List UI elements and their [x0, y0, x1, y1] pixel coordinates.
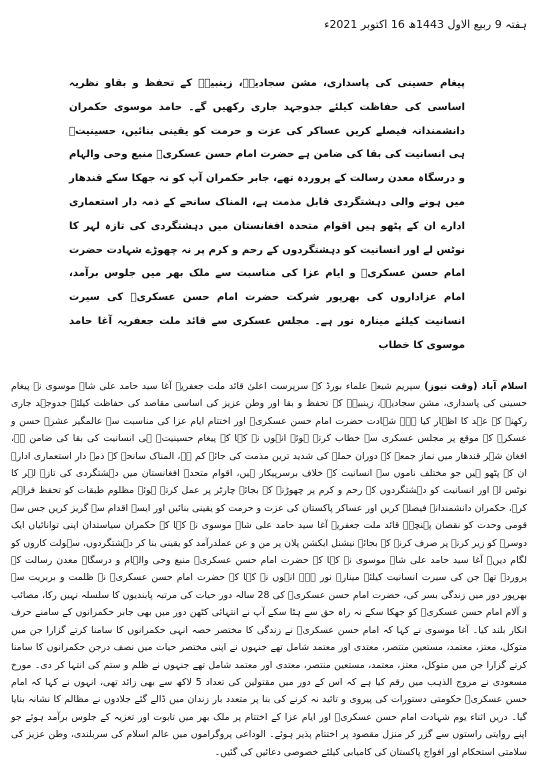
headline-block: پیغام حسینی کی پاسداری، مشن سجادیہؑ، زینبیہؑ کے تحفظ و بقاو نظریہ اساسی کی حفاظت کیلئے جدوجہد جاری رکھیں گے۔ حامد موسوی حکمران دانشمندانہ فیصلے کریں عساکر کی عزت و حرمت کو یقینی بنائیں، حسینیتؑ ہی انسانیت کی بقا کی ضامن ہے حضرت امام حسن عسکریؑ منبع وحی والہام و درسگاہ معدن رسالت کے پروردہ تھے، جابر حکمران آپ کو نہ جھکا سکے قندھار میں ہونے والی دہشتگردی قابل مذمت ہے، المناک سانحے کے ذمہ دار استعماری ادارے ان کے پٹھو ہیں اقوام متحدہ افغانستان میں دہشتگردی کی تازہ لہر کا نوٹس لے اور انسانیت کو دہشتگردوں کے رحم و کرم پر نہ چھوڑے شہادت حضرت امام حسن عسکریؑ و ایام عزا کی مناسبت سے ملک بھر میں جلوس برآمد، امام عزاداروں کی بھرپور شرکت حضرت امام حسن عسکریؑ کی سیرت انسانیت کیلئے مینارہ نور ہے۔ مجلس عسکری سے قائد ملت جعفریہ آغا حامد موسوی کا خطاب [69, 78, 465, 351]
article-text: سپریم شیعہ علماء بورڈ کے سرپرست اعلیٰ قائد ملت جعفریہ آغا سید حامد علی شاہ موسوی نے پیغام حسینی کی پاسداری، مشن سجادیہؑ، زینبیہؑ کے تحفظ و بقا اور وطن عزیز کی اساسی مقاصد کی حفاظت کیلئے جدوجہد جاری رکھنے کے عہد کا اظہار کیا ہے۔ شہادت حضرت امام حسن عسکریؑ اور اختتام ایام عزا کی مناسبت سے عالمگیر عشرہ حسن و عسکرؑ کے موقع پر مجلس عسکری سے خطاب کرتے ہوئے انہوں نے کہا کہ پیغام حسینیتؑ ہی انسانیت کی بقا کی ضامن ہے، افغان شہر قندھار میں نماز جمعہ کے دوران حملے کی شدید ترین مذمت کی جائے کم ہے، المناک سانحے کے ذمہ دار استعماری ادارے ان کے پٹھو ہیں جو مختلف ناموں سے انسانیت کے خلاف برسرپیکار ہیں، اقوام متحدہ افغانستان میں دہشتگردی کی تازہ لہر کا نوٹس لے اور انسانیت کو دہشتگردوں کے رحم و کرم پر چھوڑنے کے بجائے چارٹر پر عمل کرتے ہوئے مظلوم طبقات کو تحفظ فراہم کرے، حکمران دانشمندانہ فیصلے کریں اور عساکر پاکستان کی عزت و حرمت کو یقینی بنائیں اور ایسے اقدام سے گریز کریں جس سے قومی وحدت کو نقصان پہنچے۔ قائد ملت جعفریہ آغا سید حامد علی شاہ موسوی نے کہا کہ حکمران سیاستدان اپنی توانائیاں ایک دوسرے کو زیر کرنے پر صرف کرنے کے بجائے نیشنل ایکشن پلان پر من و عن عملدرآمد کو یقینی بنا کر دہشتگردوں، سہولت کاروں کو لگام دیں۔ آغا سید حامد علی شاہ موسوی نے کہا کہ حضرت امام حسن عسکریؑ منبع وحی والہام و درسگاہ معدن رسالت کے پروردہ تھے جن کی سیرت انسانیت کیلئے مینارہ نور ہے۔ انہوں نے کہا کہ حضرت امام حسن عسکریؑ نے ظلمت و بربریت سے بھرپور دور میں زندگی بسر کی، حضرت امام حسن عسکریؑ کی 28 سالہ دور حیات کی مرتبہ پابندیوں کا سلسلہ نہیں رکا، مصائب و آلام امام حسن عسکریؑ کو جھکا سکے نہ راہ حق سے ہٹا سکے آپ نے انتہائی کٹھن دور میں بھی جابر حکمرانوں کے سامنے حرف انکار بلند کیا۔ آغا موسوی نے کہا کہ امام حسن عسکریؑ نے زندگی کا مختصر حصہ انہی حکمرانوں کا سامنا کرتے گزارا جن میں متوکل، معتز، معتمد، مستعین منتصر، معتدی اور معتمد شامل تھے جنہوں نے اپنی مختصر حیات میں نصف درجن حکمرانوں کا سامنا کرتے گزارا جن میں متوکل، معتز، معتمد، مستعین منتصر، معتدی اور معتمد شامل تھے جنہوں نے ظلم و ستم کی انتہا کر دی۔ مورخ مسعودی نے مروج الذہب میں رقم کیا ہے کہ اس کے دور میں مقتولین کی تعداد 5 لاکھ سے بھی زائد تھی، انہوں نے کہا کہ امام حسن عسکریؑ حکومتی دستورات کی پیروی و تائید نہ کرنے کی بنا پر متعدد بار زندان میں ڈالے گئے جلادوں نے مظالم کا نشانہ بنایا گیا۔ دریں اثناء یوم شہادت امام حسن عسکریؑ اور ایام عزا کے اختتام پر ملک بھر میں تابوت اور تعزیہ کے جلوس برآمد ہوئے جو اپنے روایتی راستوں سے گزر کر منزل مقصود پر اختتام پذیر ہوئے۔ الوداعی پروگراموں میں عالم اسلام کی سربلندی، وطن عزیز کی سلامتی استحکام اور افواج پاکستان کی کامیابی کیلئے خصوصی دعائیں کی گئیں۔ [11, 381, 527, 758]
publication-date: ہفتہ 9 ربیع الاول 1443ھ 16 اکتوبر 2021ء [324, 18, 527, 31]
article-body [11, 378, 527, 761]
article-dateline: اسلام آباد (وقت نیوز) [424, 381, 527, 392]
